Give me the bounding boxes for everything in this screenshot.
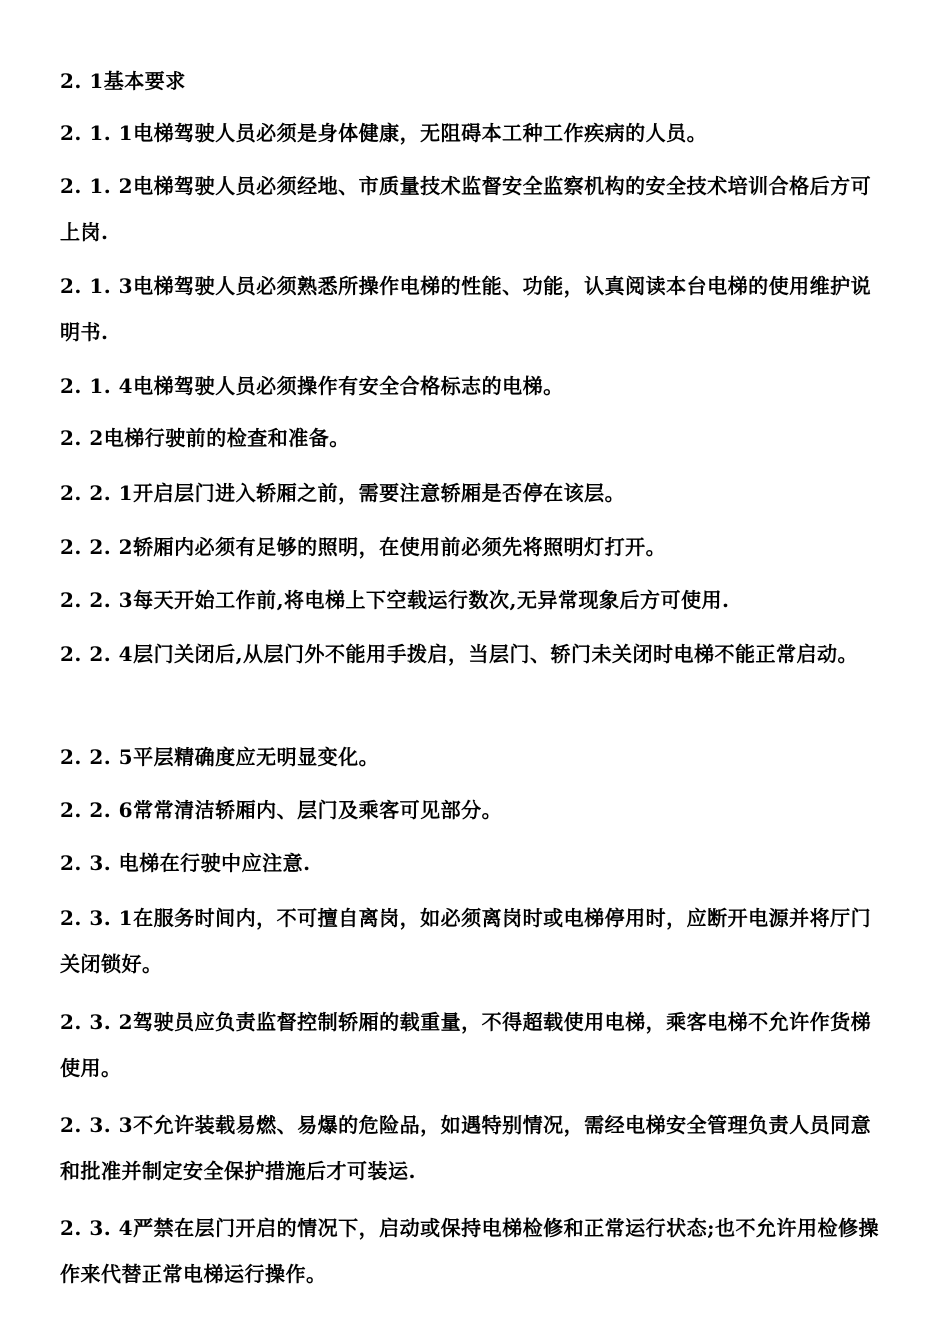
paragraph-2-2-4: 2. 2. 4层门关闭后,从层门外不能用手拨启，当层门、轿门未关闭时电梯不能正常启动。 [60,642,859,666]
paragraph-2-2-2: 2. 2. 2轿厢内必须有足够的照明，在使用前必须先将照明灯打开。 [60,535,667,559]
paragraph-2-3-3: 2. 3. 3不允许装载易燃、易爆的危险品，如遇特别情况，需经电梯安全管理负责人员同意和批准并制定安全保护措施后才可装运. [60,1113,872,1183]
paragraph-2-1-3: 2. 1. 3电梯驾驶人员必须熟悉所操作电梯的性能、功能，认真阅读本台电梯的使用维护说明书. [60,274,872,344]
paragraph-2-1-4: 2. 1. 4电梯驾驶人员必须操作有安全合格标志的电梯。 [60,374,564,398]
paragraph-2-3-1: 2. 3. 1在服务时间内，不可擅自离岗，如必须离岗时或电梯停用时，应断开电源并将厅门关闭锁好。 [60,906,872,976]
paragraph-2-2-3: 2. 2. 3每天开始工作前,将电梯上下空载运行数次,无异常现象后方可使用. [60,588,730,612]
paragraph-2-2-1: 2. 2. 1开启层门进入轿厢之前，需要注意轿厢是否停在该层。 [60,481,626,505]
paragraph-2-2-5: 2. 2. 5平层精确度应无明显变化。 [60,745,380,769]
paragraph-2-3-2: 2. 3. 2驾驶员应负责监督控制轿厢的载重量，不得超载使用电梯，乘客电梯不允许作货梯使用。 [60,1010,872,1080]
section-heading-2-2: 2. 2电梯行驶前的检查和准备。 [60,426,350,450]
paragraph-2-1-2: 2. 1. 2电梯驾驶人员必须经地、市质量技术监督安全监察机构的安全技术培训合格后方可上岗. [60,174,872,244]
paragraph-2-3-4: 2. 3. 4严禁在层门开启的情况下，启动或保持电梯检修和正常运行状态;也不允许用检修操作来代替正常电梯运行操作。 [60,1216,879,1286]
paragraph-2-1-1: 2. 1. 1电梯驾驶人员必须是身体健康，无阻碍本工种工作疾病的人员。 [60,121,708,145]
section-heading-2-3: 2. 3. 电梯在行驶中应注意. [60,851,311,875]
paragraph-2-2-6: 2. 2. 6常常清洁轿厢内、层门及乘客可见部分。 [60,798,503,822]
section-heading-2-1: 2. 1基本要求 [60,69,186,93]
